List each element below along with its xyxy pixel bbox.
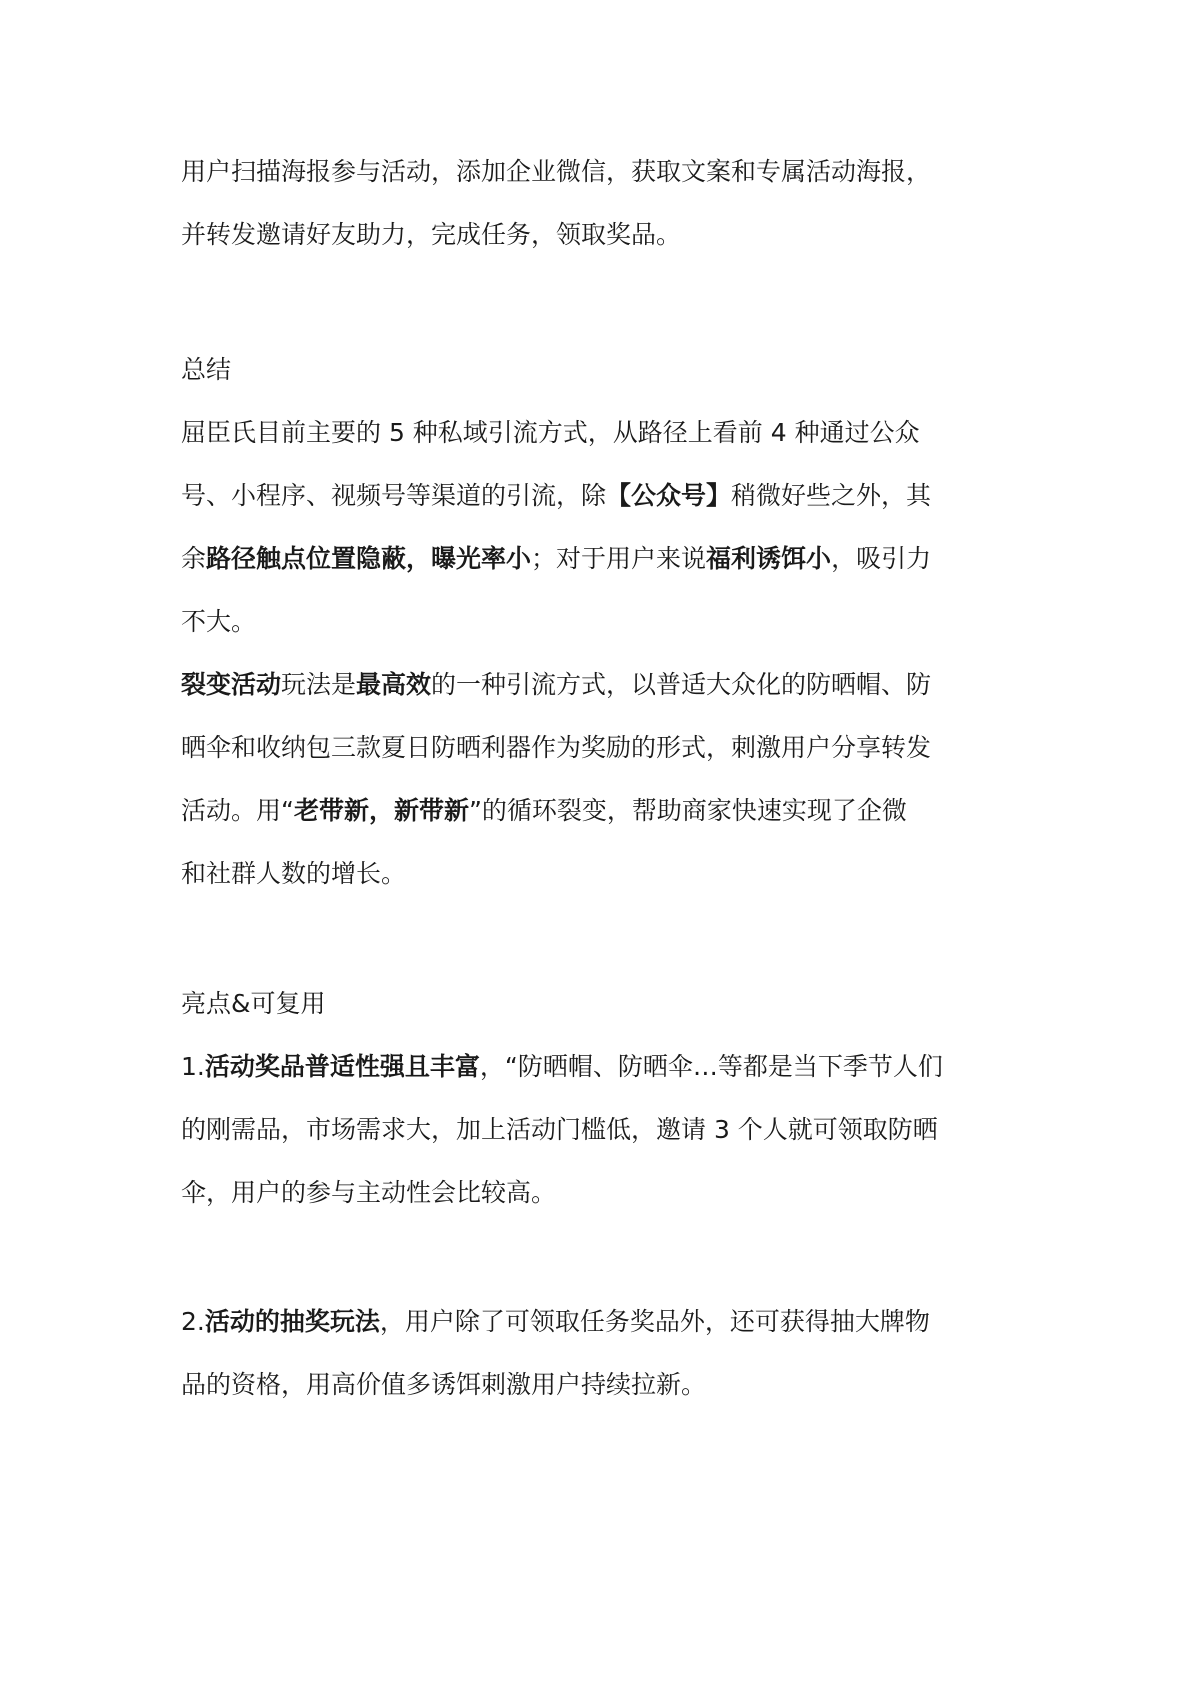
- highlights-heading-text: 亮点&可复用: [181, 989, 326, 1018]
- highlight-2-line-2: [181, 1367, 706, 1403]
- bold-text-run: 最高效: [356, 670, 432, 699]
- highlight-1-line-1: [181, 1049, 943, 1085]
- text-run: ，用户除了可领取任务奖品外，还可获得抽大牌物: [379, 1307, 930, 1336]
- summary-heading: [181, 352, 231, 388]
- intro-text-2: 并转发邀请好友助力，完成任务，领取奖品。: [181, 220, 682, 249]
- summary-p1-line-3: [181, 541, 931, 577]
- bold-text-run: 福利诱饵小: [706, 544, 832, 573]
- intro-line-1: [181, 154, 931, 190]
- highlights-heading: [181, 986, 326, 1022]
- summary-p2-line-4: [181, 856, 406, 892]
- text-run: 的刚需品，市场需求大，加上活动门槛低，邀请 3 个人就可领取防晒: [181, 1115, 938, 1144]
- text-run: ”的循环裂变，帮助商家快速实现了企微: [468, 796, 907, 825]
- bold-text-run: 活动奖品普适性强且丰富: [204, 1052, 480, 1081]
- summary-heading-text: 总结: [181, 355, 232, 384]
- bold-text-run: 老带新，新带新: [293, 796, 469, 825]
- bold-text-run: 【公众号】: [606, 481, 732, 510]
- text-run: 伞，用户的参与主动性会比较高。: [181, 1178, 557, 1207]
- text-run: 稍微好些之外，其: [731, 481, 932, 510]
- intro-text-1: 用户扫描海报参与活动，添加企业微信，获取文案和专属活动海报，: [181, 157, 932, 186]
- text-run: 不大。: [181, 607, 257, 636]
- text-run: ；对于用户来说: [531, 544, 707, 573]
- summary-p2-line-2: [181, 730, 931, 766]
- bold-text-run: 活动的抽奖玩法: [204, 1307, 380, 1336]
- text-run: 1.: [181, 1052, 205, 1081]
- summary-p2-line-1: [181, 667, 931, 703]
- text-run: ，“防晒帽、防晒伞…等都是当下季节人们: [479, 1052, 943, 1081]
- highlight-1-line-2: [181, 1112, 938, 1148]
- summary-p2-line-3: [181, 793, 907, 829]
- text-run: 余: [181, 544, 207, 573]
- highlight-2-line-1: [181, 1304, 930, 1340]
- text-run: 玩法是: [281, 670, 357, 699]
- text-run: 和社群人数的增长。: [181, 859, 407, 888]
- intro-line-2: [181, 217, 681, 253]
- text-run: 晒伞和收纳包三款夏日防晒利器作为奖励的形式，刺激用户分享转发: [181, 733, 932, 762]
- bold-text-run: 路径触点位置隐蔽，曝光率小: [206, 544, 532, 573]
- bold-text-run: 裂变活动: [181, 670, 282, 699]
- summary-p1-line-2: [181, 478, 931, 514]
- text-run: 2.: [181, 1307, 205, 1336]
- text-run: 的一种引流方式，以普适大众化的防晒帽、防: [431, 670, 932, 699]
- text-run: 屈臣氏目前主要的 5 种私域引流方式，从路径上看前 4 种通过公众: [181, 418, 920, 447]
- highlight-1-line-3: [181, 1175, 556, 1211]
- text-run: 号、小程序、视频号等渠道的引流，除: [181, 481, 607, 510]
- summary-p1-line-1: [181, 415, 920, 451]
- text-run: 品的资格，用高价值多诱饵刺激用户持续拉新。: [181, 1370, 707, 1399]
- summary-p1-line-4: [181, 604, 256, 640]
- text-run: 活动。用“: [181, 796, 294, 825]
- text-run: ，吸引力: [831, 544, 932, 573]
